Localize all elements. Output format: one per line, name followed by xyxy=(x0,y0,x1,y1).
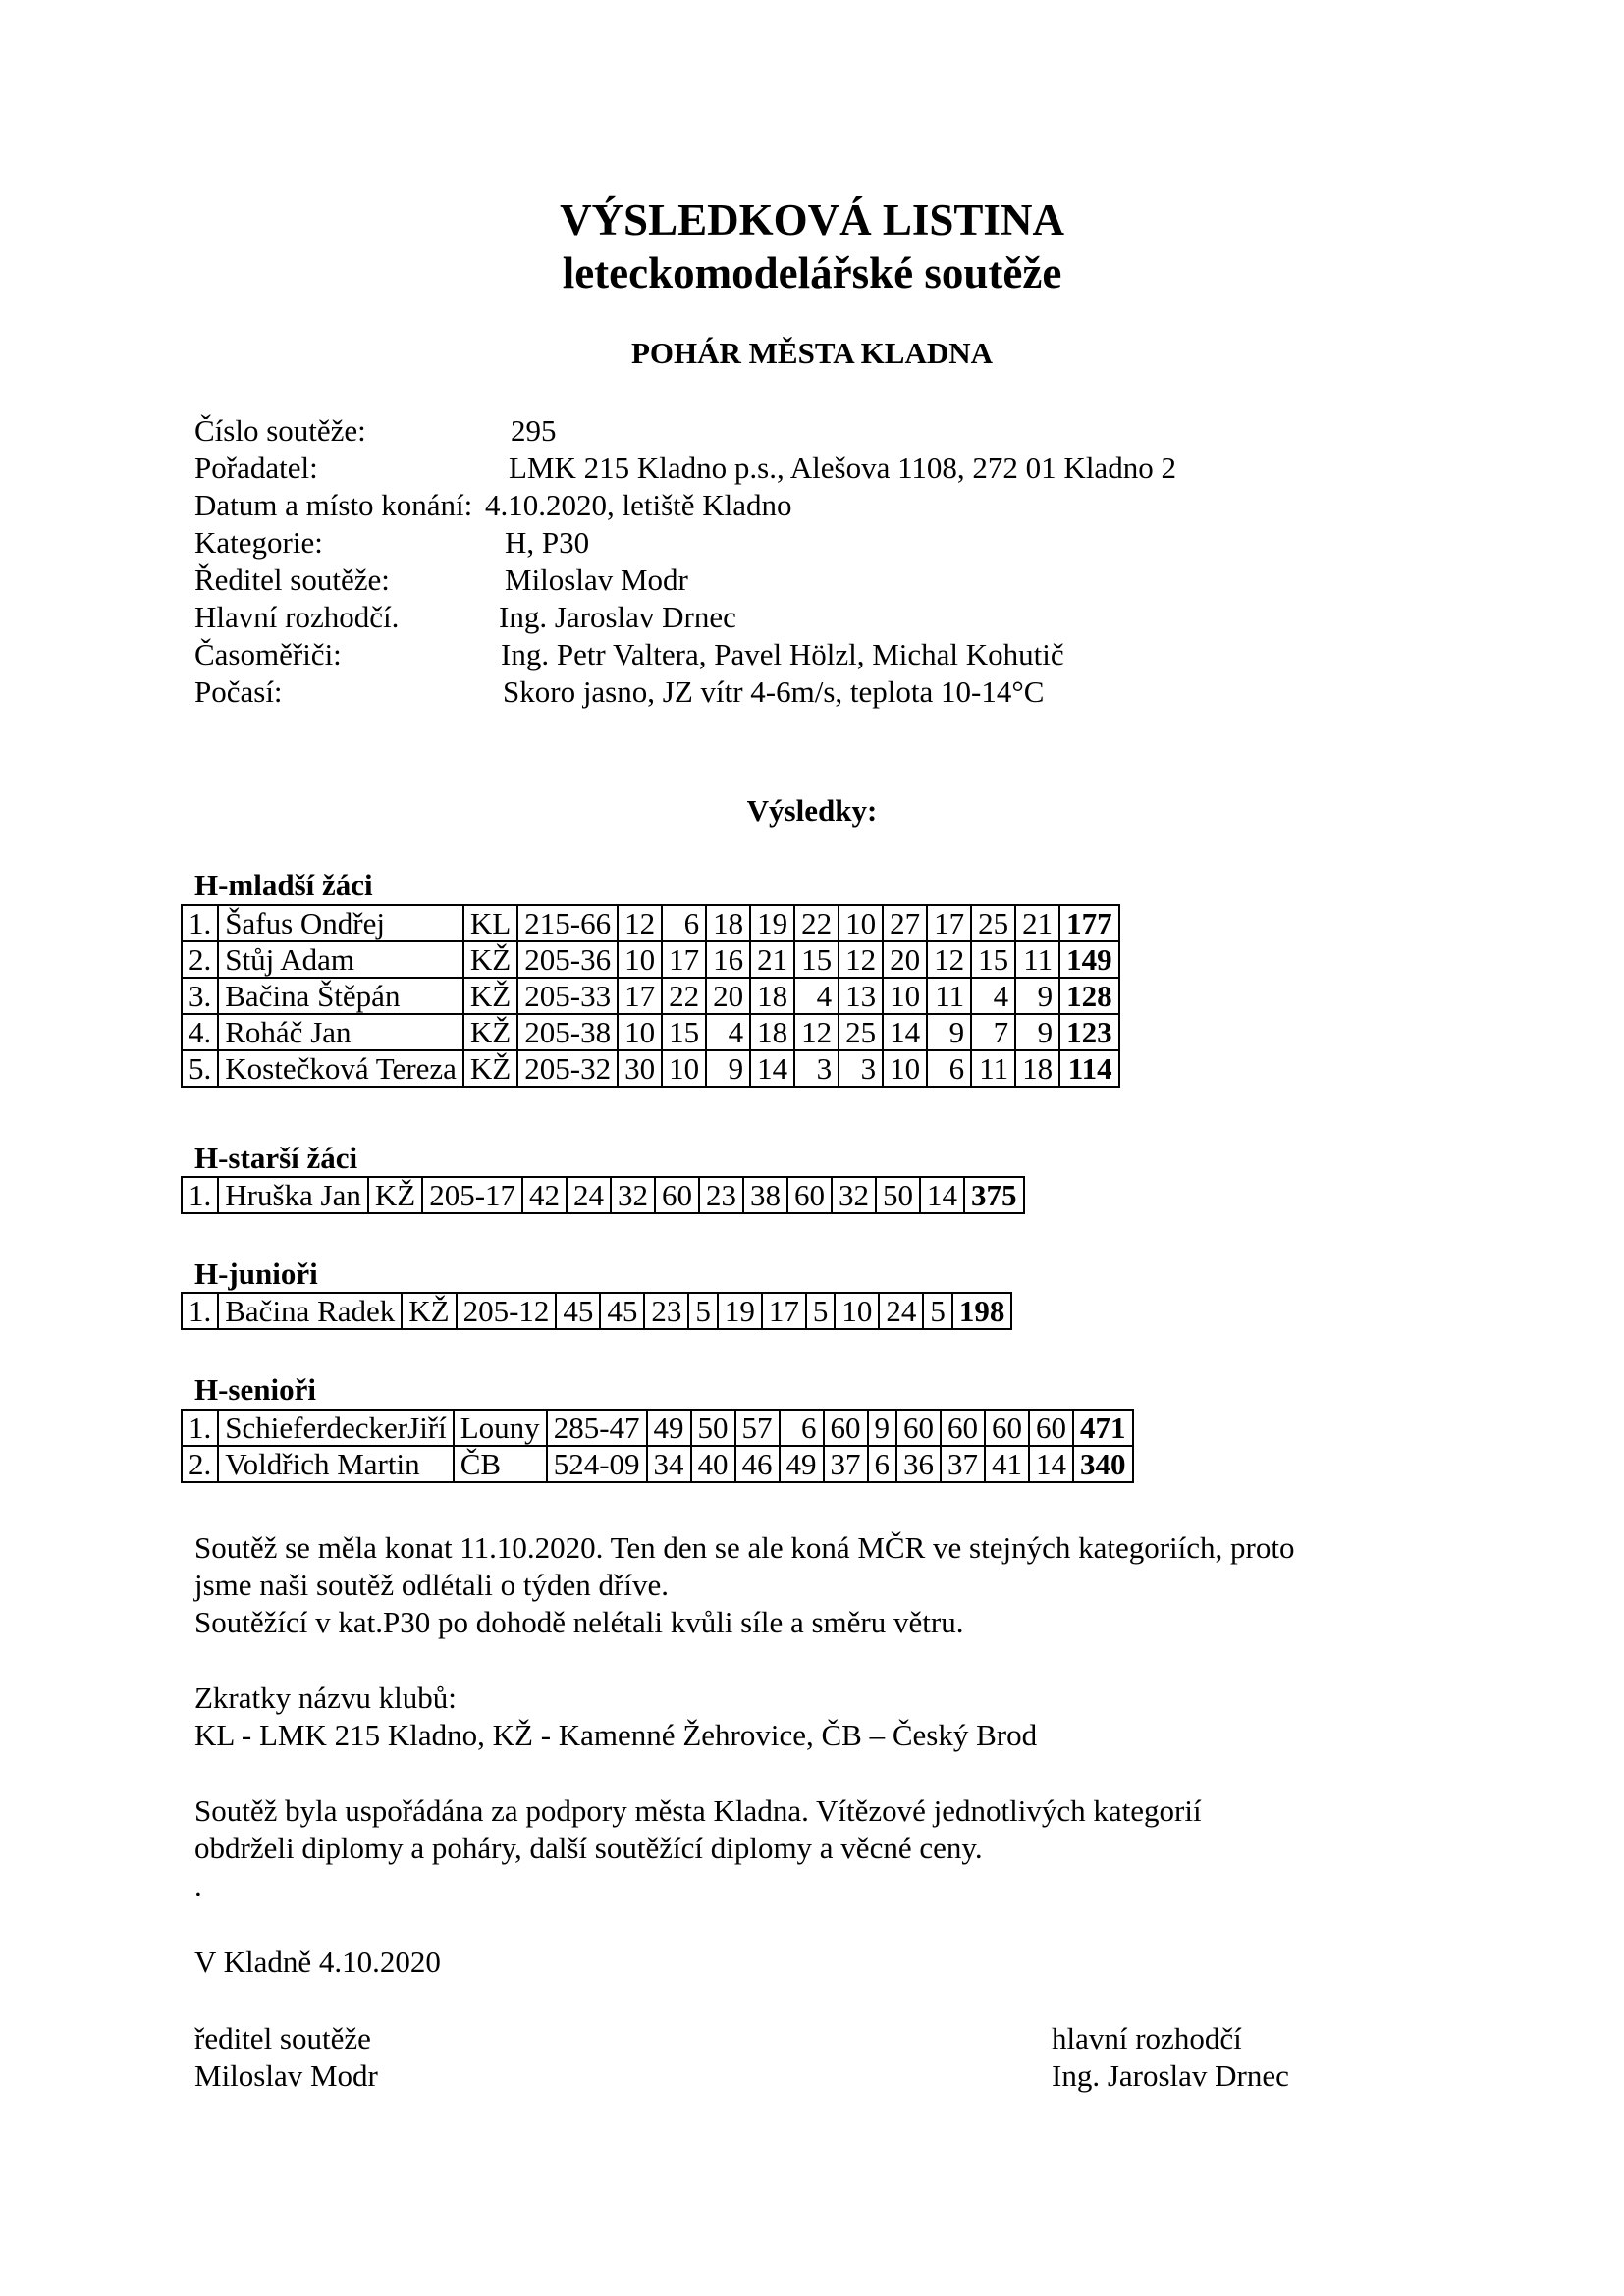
score-cell: 60 xyxy=(1029,1410,1073,1446)
score-cell: 4 xyxy=(794,978,839,1014)
note-line: Zkratky názvu klubů: xyxy=(194,1681,457,1715)
info-label: Ředitel soutěže: xyxy=(194,562,390,597)
competitor-name-cell: Kostečková Tereza xyxy=(218,1050,463,1087)
note-paragraph-2 xyxy=(194,1680,1037,1754)
signature-right xyxy=(1052,2020,1289,2095)
score-cell: 17 xyxy=(927,905,971,941)
score-cell: 9 xyxy=(706,1050,750,1087)
score-cell: 12 xyxy=(618,905,662,941)
score-cell: 11 xyxy=(971,1050,1015,1087)
rank-cell: 2. xyxy=(182,941,218,978)
info-label: Datum a místo konání: xyxy=(194,488,473,522)
club-cell: KŽ xyxy=(402,1293,456,1329)
info-value: 295 xyxy=(511,413,557,448)
table-row xyxy=(182,1446,1133,1482)
score-cell: 10 xyxy=(618,941,662,978)
license-cell: 285-47 xyxy=(547,1410,647,1446)
info-row xyxy=(194,561,1373,599)
info-block xyxy=(194,412,1373,711)
info-label: Pořadatel: xyxy=(194,451,318,485)
note-line: Soutěžící v kat.P30 po dohodě nelétali kvůli síle a směru větru. xyxy=(194,1605,964,1639)
note-line: Soutěž se měla konat 11.10.2020. Ten den se ale koná MČR ve stejných kategoriích, proto xyxy=(194,1530,1295,1565)
info-row xyxy=(194,673,1373,711)
score-cell: 25 xyxy=(971,905,1015,941)
note-line: jsme naši soutěž odlétali o týden dříve. xyxy=(194,1568,669,1602)
competitor-name-cell: Šafus Ondřej xyxy=(218,905,463,941)
score-cell: 30 xyxy=(618,1050,662,1087)
score-cell: 10 xyxy=(883,978,927,1014)
score-cell: 21 xyxy=(750,941,794,978)
score-cell: 60 xyxy=(896,1410,941,1446)
table-row xyxy=(182,1050,1119,1087)
results-table-mladsi-zaci xyxy=(181,904,1120,1088)
score-cell: 10 xyxy=(662,1050,706,1087)
score-cell: 20 xyxy=(706,978,750,1014)
score-cell: 18 xyxy=(706,905,750,941)
results-table-juniori xyxy=(181,1292,1012,1330)
section-title: H-mladší žáci xyxy=(194,868,373,902)
competition-name: POHÁR MĚSTA KLADNA xyxy=(630,336,993,370)
license-cell: 205-33 xyxy=(517,978,618,1014)
score-cell: 10 xyxy=(835,1293,879,1329)
score-cell: 14 xyxy=(883,1014,927,1050)
score-cell: 12 xyxy=(839,941,883,978)
score-cell: 36 xyxy=(896,1446,941,1482)
club-cell: KŽ xyxy=(463,1014,517,1050)
score-cell: 49 xyxy=(647,1410,691,1446)
score-cell: 12 xyxy=(794,1014,839,1050)
info-row xyxy=(194,450,1373,487)
score-cell: 45 xyxy=(556,1293,600,1329)
score-cell: 4 xyxy=(971,978,1015,1014)
club-cell: KŽ xyxy=(463,941,517,978)
score-cell: 17 xyxy=(618,978,662,1014)
club-cell: KŽ xyxy=(463,1050,517,1087)
score-cell: 24 xyxy=(567,1177,611,1213)
total-cell: 198 xyxy=(952,1293,1012,1329)
score-cell: 13 xyxy=(839,978,883,1014)
license-cell: 205-32 xyxy=(517,1050,618,1087)
score-cell: 19 xyxy=(750,905,794,941)
note-line: . xyxy=(194,1868,202,1902)
competitor-name-cell: SchieferdeckerJiří xyxy=(218,1410,454,1446)
score-cell: 14 xyxy=(1029,1446,1073,1482)
score-cell: 22 xyxy=(794,905,839,941)
score-cell: 5 xyxy=(923,1293,952,1329)
results-heading: Výsledky: xyxy=(746,793,878,828)
note-line: Soutěž byla uspořádána za podpory města Kladna. Vítězové jednotlivých kategorií xyxy=(194,1793,1202,1828)
note-paragraph-1 xyxy=(194,1529,1294,1641)
score-cell: 17 xyxy=(762,1293,806,1329)
score-cell: 21 xyxy=(1015,905,1059,941)
score-cell: 32 xyxy=(832,1177,876,1213)
competitor-name-cell: Hruška Jan xyxy=(218,1177,368,1213)
score-cell: 50 xyxy=(876,1177,920,1213)
license-cell: 215-66 xyxy=(517,905,618,941)
score-cell: 14 xyxy=(750,1050,794,1087)
info-value: Ing. Petr Valtera, Pavel Hölzl, Michal Kohutič xyxy=(501,637,1064,671)
score-cell: 5 xyxy=(806,1293,836,1329)
info-row xyxy=(194,599,1373,636)
club-cell: KŽ xyxy=(368,1177,422,1213)
info-row xyxy=(194,636,1373,673)
signature-role: ředitel soutěže xyxy=(194,2021,371,2056)
signature-left xyxy=(194,2020,378,2095)
signature-name: Miloslav Modr xyxy=(194,2058,378,2093)
note-paragraph-3 xyxy=(194,1792,1202,1904)
info-label: Číslo soutěže: xyxy=(194,413,366,448)
score-cell: 6 xyxy=(662,905,706,941)
score-cell: 23 xyxy=(644,1293,688,1329)
score-cell: 60 xyxy=(941,1410,985,1446)
competitor-name-cell: Stůj Adam xyxy=(218,941,463,978)
rank-cell: 1. xyxy=(182,1410,218,1446)
score-cell: 40 xyxy=(691,1446,735,1482)
score-cell: 6 xyxy=(868,1446,897,1482)
total-cell: 471 xyxy=(1073,1410,1133,1446)
club-cell: KL xyxy=(463,905,517,941)
rank-cell: 4. xyxy=(182,1014,218,1050)
score-cell: 5 xyxy=(688,1293,718,1329)
rank-cell: 2. xyxy=(182,1446,218,1482)
total-cell: 177 xyxy=(1059,905,1119,941)
score-cell: 34 xyxy=(647,1446,691,1482)
score-cell: 18 xyxy=(750,1014,794,1050)
competitor-name-cell: Bačina Radek xyxy=(218,1293,402,1329)
score-cell: 16 xyxy=(706,941,750,978)
score-cell: 25 xyxy=(839,1014,883,1050)
score-cell: 11 xyxy=(927,978,971,1014)
score-cell: 3 xyxy=(839,1050,883,1087)
competitor-name-cell: Bačina Štěpán xyxy=(218,978,463,1014)
table-row xyxy=(182,1293,1011,1329)
score-cell: 41 xyxy=(985,1446,1029,1482)
score-cell: 17 xyxy=(662,941,706,978)
score-cell: 20 xyxy=(883,941,927,978)
score-cell: 19 xyxy=(718,1293,762,1329)
score-cell: 12 xyxy=(927,941,971,978)
club-cell: KŽ xyxy=(463,978,517,1014)
signature-name: Ing. Jaroslav Drnec xyxy=(1052,2058,1289,2093)
score-cell: 10 xyxy=(883,1050,927,1087)
score-cell: 60 xyxy=(985,1410,1029,1446)
score-cell: 6 xyxy=(927,1050,971,1087)
table-row xyxy=(182,1177,1024,1213)
section-title: H-senioři xyxy=(194,1372,316,1407)
document-subtitle: leteckomodelářské soutěže xyxy=(562,248,1062,297)
info-value: 4.10.2020, letiště Kladno xyxy=(485,488,792,522)
license-cell: 205-12 xyxy=(457,1293,557,1329)
score-cell: 60 xyxy=(655,1177,699,1213)
results-table-seniori xyxy=(181,1409,1134,1483)
club-cell: Louny xyxy=(454,1410,547,1446)
info-value: H, P30 xyxy=(505,525,590,560)
info-row xyxy=(194,524,1373,561)
results-table-starsi-zaci xyxy=(181,1176,1025,1214)
score-cell: 15 xyxy=(662,1014,706,1050)
table-row xyxy=(182,978,1119,1014)
total-cell: 123 xyxy=(1059,1014,1119,1050)
license-cell: 205-38 xyxy=(517,1014,618,1050)
table-row xyxy=(182,941,1119,978)
section-title: H-junioři xyxy=(194,1256,318,1291)
total-cell: 375 xyxy=(964,1177,1024,1213)
info-value: Ing. Jaroslav Drnec xyxy=(499,600,736,634)
info-value: Miloslav Modr xyxy=(505,562,688,597)
score-cell: 3 xyxy=(794,1050,839,1087)
total-cell: 340 xyxy=(1073,1446,1133,1482)
score-cell: 46 xyxy=(735,1446,780,1482)
score-cell: 9 xyxy=(927,1014,971,1050)
score-cell: 49 xyxy=(780,1446,824,1482)
info-label: Časoměřiči: xyxy=(194,637,342,671)
score-cell: 18 xyxy=(1015,1050,1059,1087)
score-cell: 27 xyxy=(883,905,927,941)
score-cell: 10 xyxy=(839,905,883,941)
score-cell: 10 xyxy=(618,1014,662,1050)
competitor-name-cell: Roháč Jan xyxy=(218,1014,463,1050)
license-cell: 205-36 xyxy=(517,941,618,978)
score-cell: 15 xyxy=(794,941,839,978)
score-cell: 9 xyxy=(868,1410,897,1446)
signature-role: hlavní rozhodčí xyxy=(1052,2021,1242,2056)
table-row xyxy=(182,1410,1133,1446)
table-row xyxy=(182,905,1119,941)
score-cell: 22 xyxy=(662,978,706,1014)
document-title: VÝSLEDKOVÁ LISTINA xyxy=(560,195,1064,244)
info-row xyxy=(194,487,1373,524)
note-line: KL - LMK 215 Kladno, KŽ - Kamenné Žehrovice, ČB – Český Brod xyxy=(194,1718,1038,1752)
score-cell: 60 xyxy=(824,1410,868,1446)
score-cell: 50 xyxy=(691,1410,735,1446)
info-row xyxy=(194,412,1373,450)
license-cell: 205-17 xyxy=(422,1177,522,1213)
total-cell: 114 xyxy=(1059,1050,1119,1087)
rank-cell: 1. xyxy=(182,905,218,941)
rank-cell: 1. xyxy=(182,1177,218,1213)
competitor-name-cell: Voldřich Martin xyxy=(218,1446,454,1482)
score-cell: 37 xyxy=(824,1446,868,1482)
info-label: Počasí: xyxy=(194,674,283,709)
rank-cell: 5. xyxy=(182,1050,218,1087)
total-cell: 149 xyxy=(1059,941,1119,978)
rank-cell: 3. xyxy=(182,978,218,1014)
info-value: LMK 215 Kladno p.s., Alešova 1108, 272 01 Kladno 2 xyxy=(509,451,1176,485)
score-cell: 42 xyxy=(522,1177,567,1213)
score-cell: 4 xyxy=(706,1014,750,1050)
info-label: Hlavní rozhodčí. xyxy=(194,600,400,634)
score-cell: 15 xyxy=(971,941,1015,978)
score-cell: 18 xyxy=(750,978,794,1014)
rank-cell: 1. xyxy=(182,1293,218,1329)
score-cell: 32 xyxy=(611,1177,655,1213)
total-cell: 128 xyxy=(1059,978,1119,1014)
score-cell: 9 xyxy=(1015,978,1059,1014)
section-title: H-starší žáci xyxy=(194,1141,358,1175)
score-cell: 23 xyxy=(699,1177,743,1213)
score-cell: 11 xyxy=(1015,941,1059,978)
score-cell: 9 xyxy=(1015,1014,1059,1050)
score-cell: 7 xyxy=(971,1014,1015,1050)
score-cell: 38 xyxy=(743,1177,787,1213)
license-cell: 524-09 xyxy=(547,1446,647,1482)
score-cell: 24 xyxy=(879,1293,923,1329)
score-cell: 37 xyxy=(941,1446,985,1482)
place-date: V Kladně 4.10.2020 xyxy=(194,1945,441,1979)
info-label: Kategorie: xyxy=(194,525,323,560)
club-cell: ČB xyxy=(454,1446,547,1482)
score-cell: 45 xyxy=(600,1293,644,1329)
info-value: Skoro jasno, JZ vítr 4-6m/s, teplota 10-14°C xyxy=(503,674,1045,709)
score-cell: 6 xyxy=(780,1410,824,1446)
score-cell: 14 xyxy=(920,1177,964,1213)
score-cell: 57 xyxy=(735,1410,780,1446)
table-row xyxy=(182,1014,1119,1050)
note-line: obdrželi diplomy a poháry, další soutěžící diplomy a věcné ceny. xyxy=(194,1831,983,1865)
score-cell: 60 xyxy=(787,1177,832,1213)
